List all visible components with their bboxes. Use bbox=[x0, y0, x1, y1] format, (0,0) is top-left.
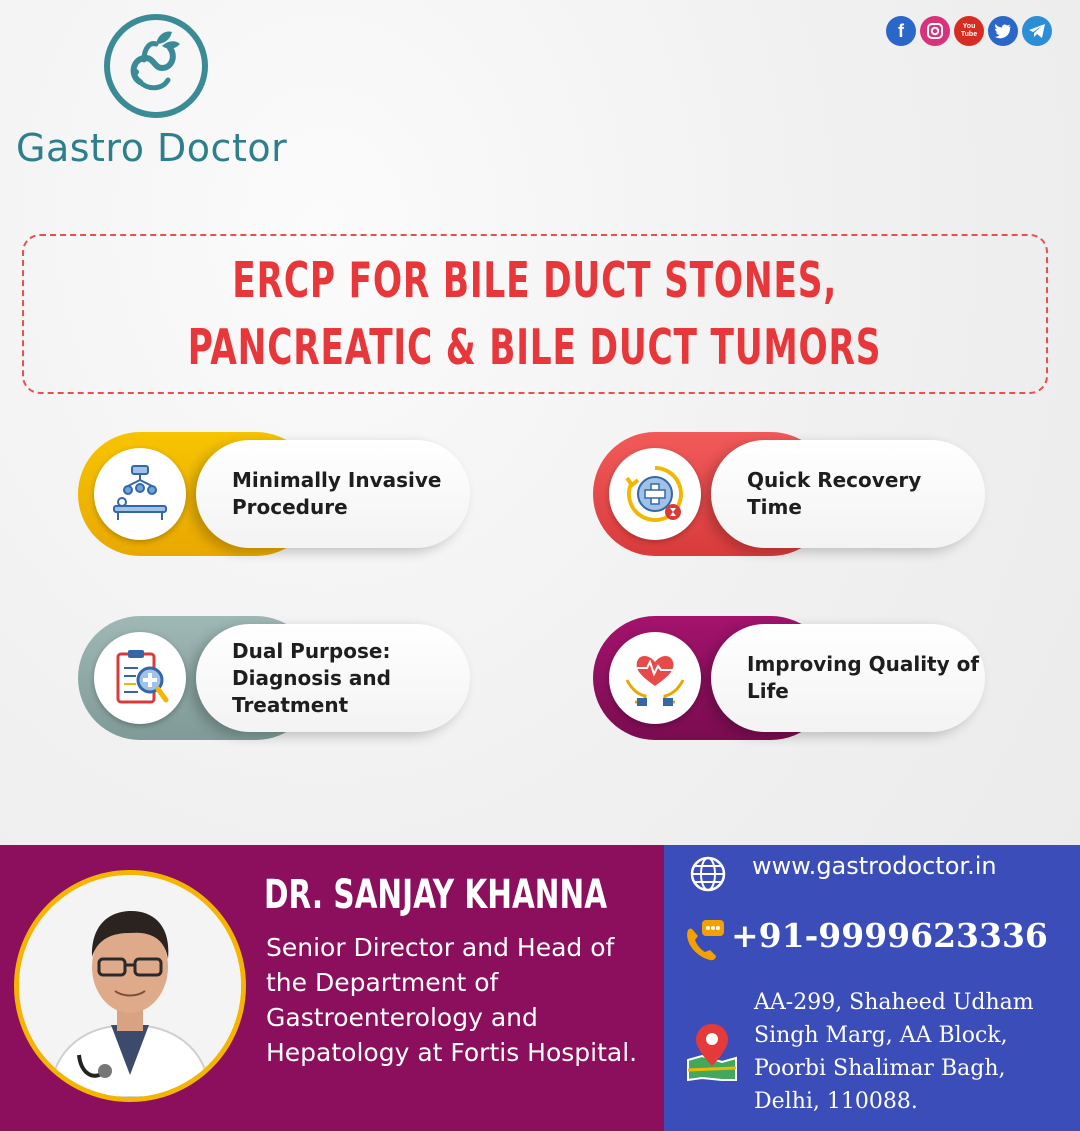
twitter-icon[interactable] bbox=[988, 16, 1018, 46]
logo-emblem bbox=[104, 14, 208, 118]
surgery-robot-icon bbox=[108, 462, 172, 526]
youtube-icon[interactable]: You Tube bbox=[954, 16, 984, 46]
doctor-title: Senior Director and Head of the Department of Gastroenterology and Hepatology at Fortis Hospital. bbox=[266, 933, 638, 1067]
feature-label: Quick Recovery Time bbox=[747, 468, 922, 519]
website-link[interactable]: www.gastrodoctor.in bbox=[752, 852, 997, 880]
clipboard-magnifier-icon bbox=[108, 646, 172, 710]
brand-name: Gastro Doctor bbox=[16, 126, 288, 170]
heart-hands-icon bbox=[623, 646, 687, 710]
doctor-portrait-icon bbox=[19, 875, 241, 1097]
doctor-photo bbox=[14, 870, 246, 1102]
feature-quality-of-life bbox=[593, 616, 985, 740]
address: AA-299, Shaheed Udham Singh Marg, AA Block, Poorbi Shalimar Bagh, Delhi, 110088. bbox=[754, 990, 1034, 1114]
doctor-name: DR. SANJAY KHANNA bbox=[264, 872, 608, 918]
feature-icon-disc bbox=[609, 448, 701, 540]
feature-label: Improving Quality of Life bbox=[747, 652, 980, 703]
stomach-leaf-logo-icon bbox=[110, 20, 202, 112]
feature-icon-disc bbox=[94, 632, 186, 724]
headline-line-2: PANCREATIC & BILE DUCT TUMORS bbox=[188, 319, 882, 376]
feature-minimally-invasive bbox=[78, 432, 470, 556]
feature-label: Dual Purpose: Diagnosis and Treatment bbox=[232, 638, 391, 717]
phone-icon bbox=[682, 918, 728, 964]
headline-box bbox=[22, 234, 1048, 394]
feature-label: Minimally Invasive Procedure bbox=[232, 468, 442, 519]
feature-dual-purpose bbox=[78, 616, 470, 740]
feature-quick-recovery bbox=[593, 432, 985, 556]
social-bar bbox=[886, 16, 1052, 46]
globe-icon bbox=[688, 854, 728, 894]
instagram-icon[interactable] bbox=[920, 16, 950, 46]
feature-icon-disc bbox=[609, 632, 701, 724]
feature-icon-disc bbox=[94, 448, 186, 540]
headline-line-1: ERCP FOR BILE DUCT STONES, bbox=[232, 252, 838, 309]
phone-number[interactable]: +91-9999623336 bbox=[731, 916, 1048, 955]
telegram-icon[interactable] bbox=[1022, 16, 1052, 46]
map-pin-icon bbox=[684, 1020, 740, 1082]
facebook-icon[interactable]: f bbox=[886, 16, 916, 46]
recovery-cross-icon bbox=[623, 462, 687, 526]
